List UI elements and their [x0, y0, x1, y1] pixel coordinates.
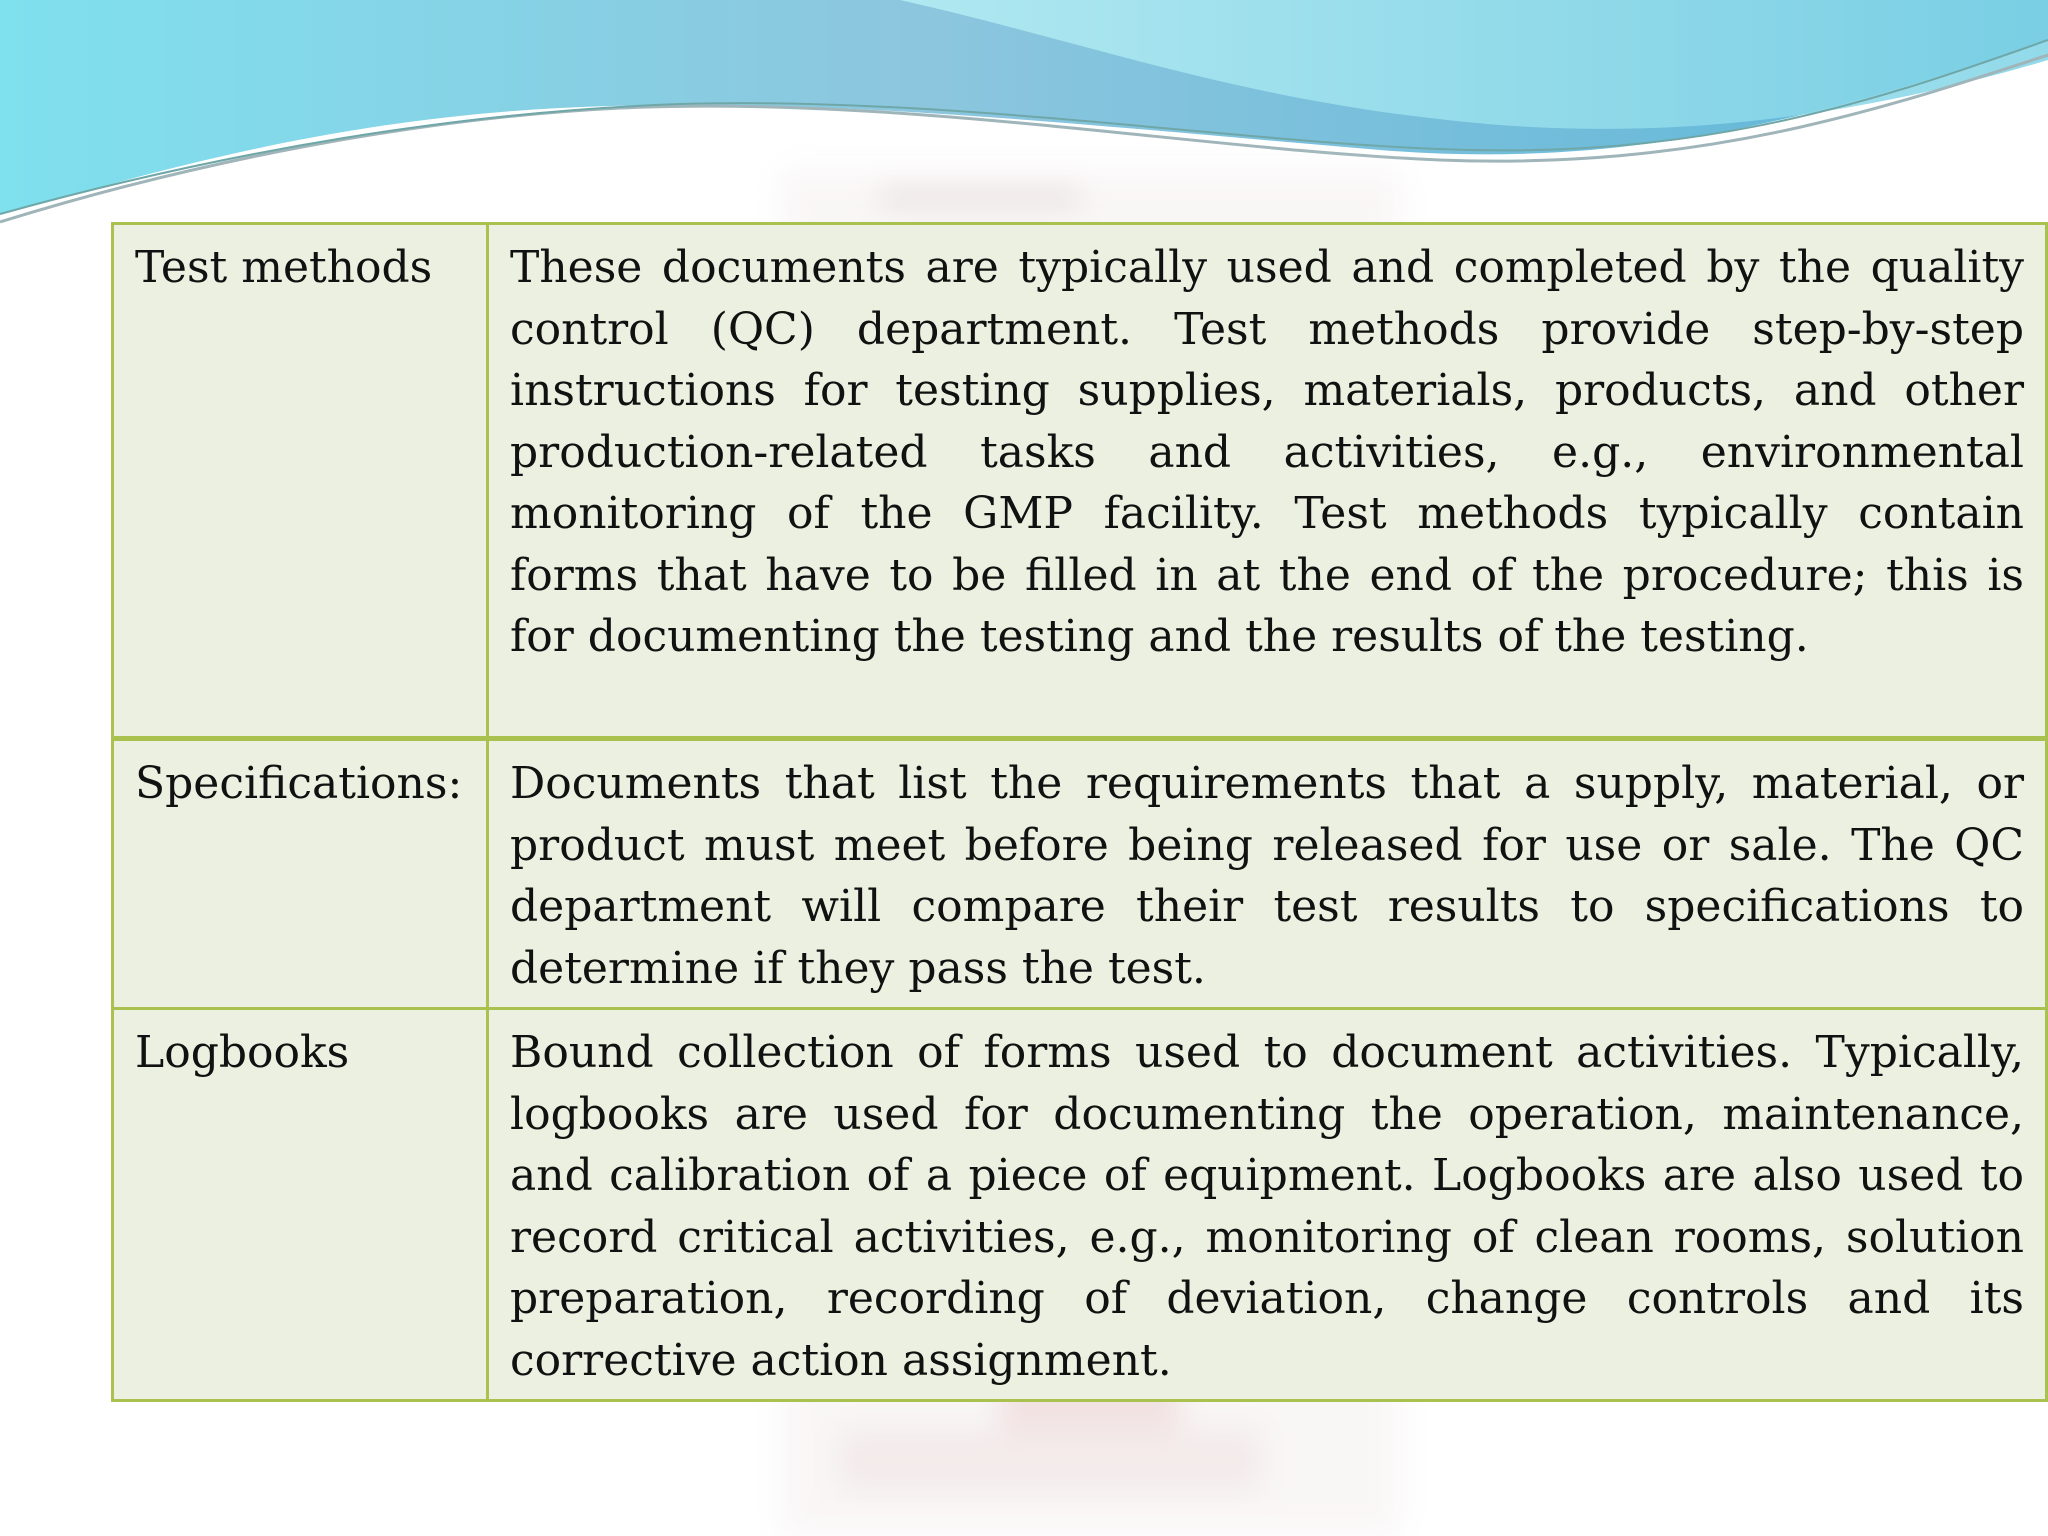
table-row-logbooks	[113, 1009, 2047, 1401]
description-cell: Bound collection of forms used to document activities. Typically, logbooks are used for documenting the operation, maintenance, and calibration of a piece of equipment. Logbooks are also used to record critical activities, e.g., monitoring of clean rooms, solution preparation, recording of deviation, change controls and its corrective action assignment.	[488, 1009, 2047, 1401]
term-cell: Specifications:	[113, 739, 488, 1009]
table-row-test-methods	[113, 224, 2047, 739]
term-cell: Test methods	[113, 224, 488, 739]
description-cell: Documents that list the requirements that a supply, material, or product must meet before being released for use or sale. The QC department will compare their test results to specifications to determine if they pass the test.	[488, 739, 2047, 1009]
term-cell: Logbooks	[113, 1009, 488, 1401]
document-types-table	[111, 222, 2048, 1402]
table-row-specifications	[113, 739, 2047, 1009]
description-cell: These documents are typically used and completed by the quality control (QC) department. Test methods provide step-by-step instructions for testing supplies, materials, products, and other production-related tasks and activities, e.g., environmental monitoring of the GMP facility. Test methods typically contain forms that have to be filled in at the end of the procedure; this is for documenting the testing and the results of the testing.	[488, 224, 2047, 739]
